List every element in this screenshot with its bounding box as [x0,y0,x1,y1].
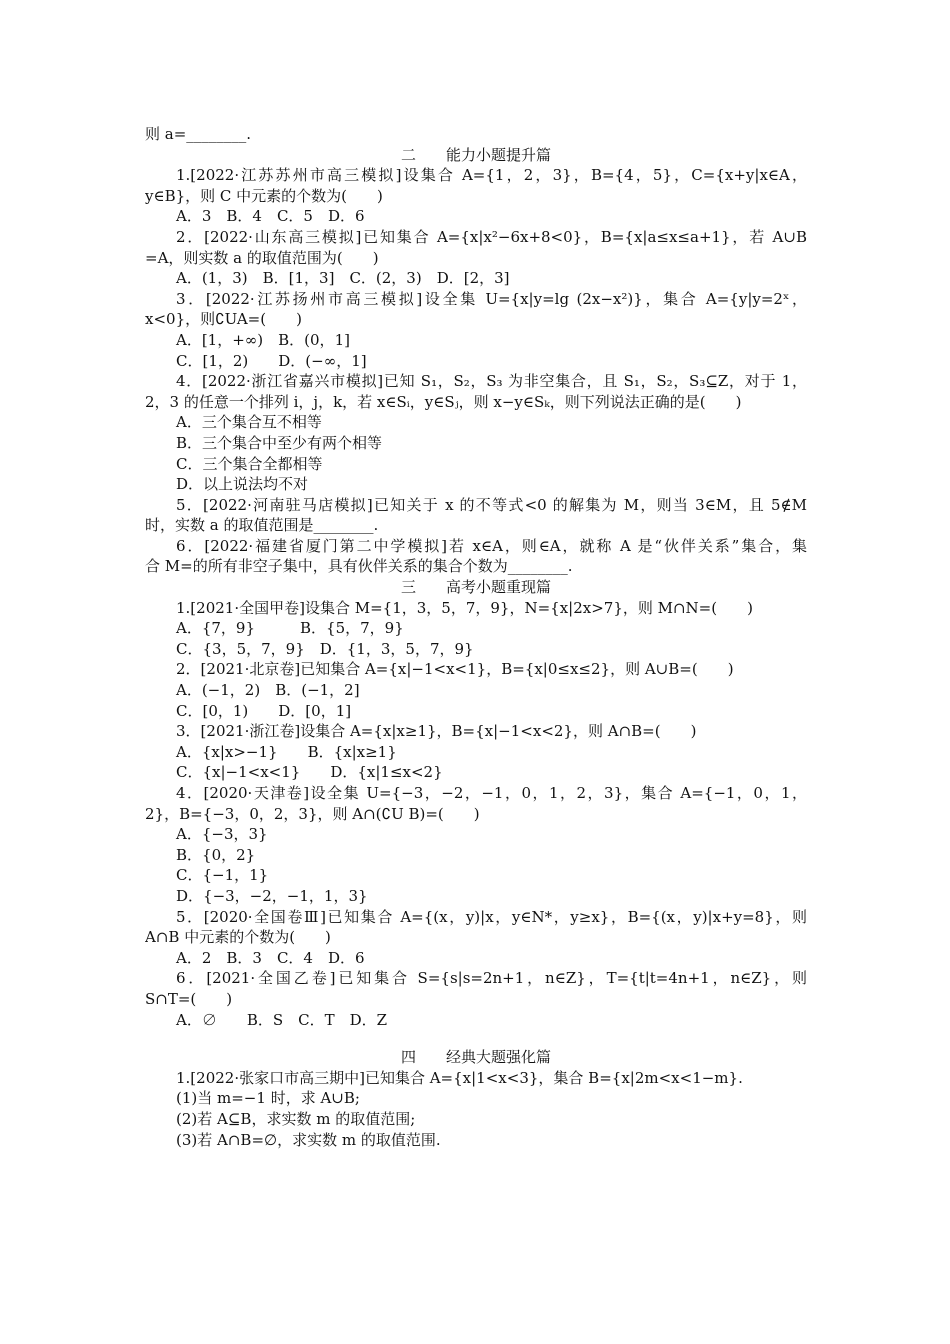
answer-option-line: A．{x|x>−1} B．{x|x≥1} [176,742,397,761]
answer-option-line: D．以上说法均不对 [176,475,309,494]
question-text-line: 2．[2022·山东高三模拟]已知集合 A={x|x²−6x+8<0}，B={x|a≤x≤a+1}，若 A∪B [176,227,807,246]
question-text-line: S∩T=( ) [145,989,233,1008]
question-text-line: 6．[2021·全国乙卷]已知集合 S={s|s=2n+1，n∈Z}，T={t|t=4n+1，n∈Z}，则 [176,969,807,988]
sections-container [145,145,807,1151]
question-text-line: =A，则实数 a 的取值范围为( ) [145,248,379,267]
answer-option-line: C．[0，1) D．[0，1] [176,701,352,720]
question-text-line: 4．[2020·天津卷]设全集 U={−3，−2，−1，0，1，2，3}，集合 A={−1，0，1， [176,784,807,802]
question-text-line: 3．[2022·江苏扬州市高三模拟]设全集 U={x|y=lg (2x−x²)}，集合 A={y|y=2ˣ， [176,289,807,308]
answer-option-line: A．三个集合互不相等 [176,413,322,432]
question-text-line: y∈B}，则 C 中元素的个数为( ) [145,186,383,205]
question-text-line: 5．[2020·全国卷Ⅲ]已知集合 A={(x，y)|x，y∈N*，y≥x}，B={(x，y)|x+y=8}，则 [176,907,807,926]
question-text-line: 2．[2021·北京卷]已知集合 A={x|−1<x<1}，B={x|0≤x≤2}，则 A∪B=( ) [176,660,734,679]
section-gap [145,1030,807,1047]
question-text-line: (1)当 m=−1 时，求 A∪B; [176,1089,360,1108]
question-text-line: (3)若 A∩B=∅，求实数 m 的取值范围. [176,1130,441,1149]
question-text-line: 2，3 的任意一个排列 i，j，k，若 x∈Sᵢ，y∈Sⱼ，则 x−y∈Sₖ，则下列说法正确的是( ) [145,392,742,411]
question-text-line: A∩B 中元素的个数为( ) [145,928,331,947]
section-heading: 四 经典大题强化篇 [400,1048,551,1067]
answer-option-line: D．{−3，−2，−1，1，3} [176,886,368,905]
previous-question-tail: 则 a=________. [145,125,252,143]
question-text-line: (2)若 A⊆B，求实数 m 的取值范围; [176,1109,416,1128]
answer-option-line: A．∅ B．S C．T D．Z [176,1010,388,1029]
question-text-line: 5．[2022·河南驻马店模拟]已知关于 x 的不等式<0 的解集为 M，则当 3∈M，且 5∉M [176,495,807,514]
answer-option-line: C．{−1，1} [176,866,269,885]
answer-option-line: A．[1，+∞) B．(0，1] [176,330,350,349]
question-text-line: 4．[2022·浙江省嘉兴市模拟]已知 S₁，S₂，S₃ 为非空集合，且 S₁，S₂，S₃⊆Z，对于 1， [176,372,807,391]
answer-option-line: B．三个集合中至少有两个相等 [176,433,383,452]
question-text-line: 3．[2021·浙江卷]设集合 A={x|x≥1}，B={x|−1<x<2}，则 A∩B=( ) [176,722,697,741]
question-text-line: 合 M=的所有非空子集中，具有伙伴关系的集合个数为________. [145,557,573,576]
document-page [145,124,807,1150]
answer-option-line: B．{0，2} [176,845,256,864]
question-text-line: 1.[2021·全国甲卷]设集合 M={1，3，5，7，9}，N={x|2x>7}，则 M∩N=( ) [176,598,753,617]
answer-option-line: C．三个集合全都相等 [176,454,323,473]
question-text-line: 1.[2022·张家口市高三期中]已知集合 A={x|1<x<3}，集合 B={x|2m<x<1−m}. [176,1068,743,1087]
answer-option-line: C．[1，2) D．(−∞，1] [176,351,367,370]
question-text-line: 1.[2022·江苏苏州市高三模拟]设集合 A={1，2，3}，B={4，5}，C={x+y|x∈A， [176,166,807,185]
answer-option-line: A．3 B．4 C．5 D．6 [176,207,365,226]
answer-option-line: A．2 B．3 C．4 D．6 [176,948,365,967]
question-text-line: 时，实数 a 的取值范围是________. [145,516,379,535]
answer-option-line: C．{3，5，7，9} D．{1，3，5，7，9} [176,639,474,658]
question-text-line: x<0}，则∁UA=( ) [145,310,302,329]
answer-option-line: A．(1，3) B．[1，3] C．(2，3) D．[2，3] [176,269,510,288]
answer-option-line: A．{−3，3} [176,825,268,844]
question-text-line: 6．[2022·福建省厦门第二中学模拟]若 x∈A，则∈A，就称 A 是“伙伴关系”集合，集 [176,536,807,555]
answer-option-line: A．(−1，2) B．(−1，2] [176,681,360,700]
section-heading: 二 能力小题提升篇 [400,145,551,164]
answer-option-line: C．{x|−1<x<1} D．{x|1≤x<2} [176,763,443,782]
question-text-line: 2}，B={−3，0，2，3}，则 A∩(∁U B)=( ) [145,804,480,823]
section-heading: 三 高考小题重现篇 [400,578,551,597]
answer-option-line: A．{7，9} B．{5，7，9} [176,619,404,638]
